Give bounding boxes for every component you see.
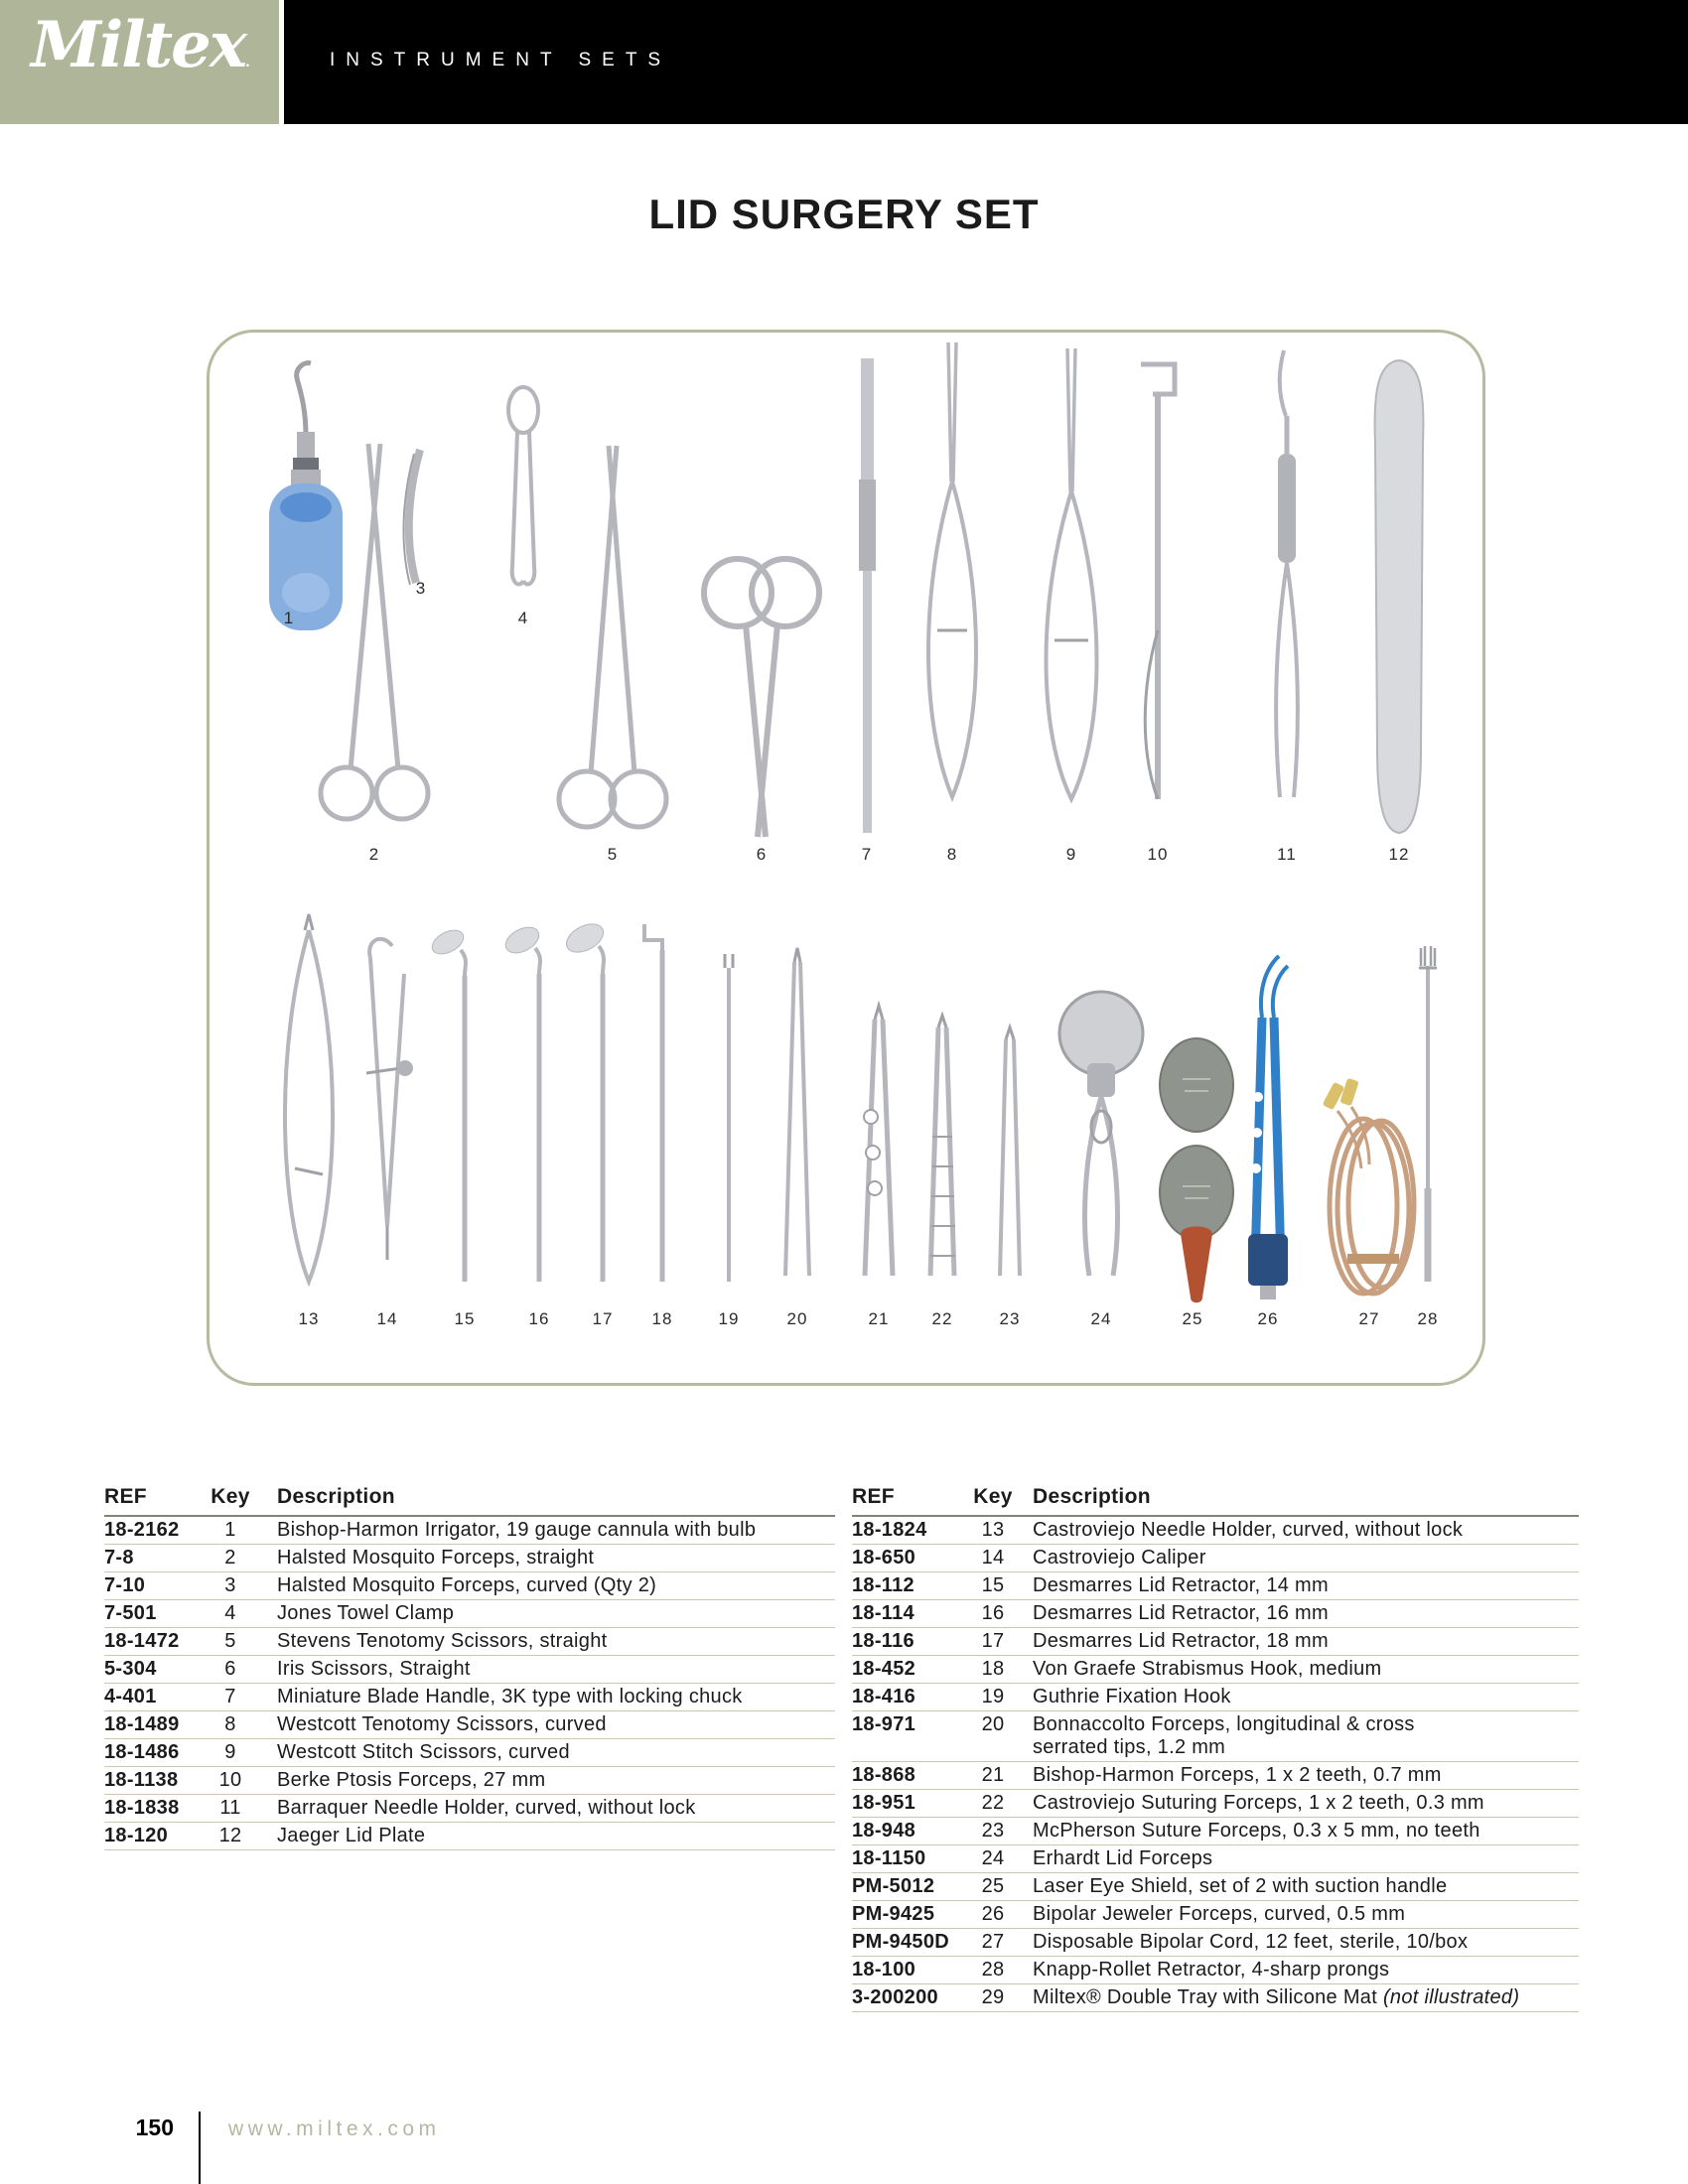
page-title: LID SURGERY SET <box>648 191 1040 237</box>
column-header-ref: REF <box>104 1485 196 1516</box>
figure-item-label-25: 25 <box>1182 1309 1203 1328</box>
table-row <box>104 1545 835 1572</box>
key-cell: 10 <box>196 1767 265 1795</box>
key-cell: 8 <box>196 1711 265 1739</box>
table-row <box>852 1684 1579 1711</box>
key-cell: 23 <box>965 1818 1021 1845</box>
figure-item-label-20: 20 <box>786 1309 808 1328</box>
brand-logo-box <box>0 0 279 124</box>
ref-cell: 18-1489 <box>104 1711 196 1739</box>
figure-item-label-11: 11 <box>1277 845 1297 864</box>
key-cell: 19 <box>965 1684 1021 1711</box>
description-cell: Desmarres Lid Retractor, 18 mm <box>1021 1628 1579 1656</box>
table-row <box>852 1984 1579 2012</box>
table-row <box>852 1628 1579 1656</box>
instrument-3-curved-forceps-jaw <box>403 450 420 585</box>
key-cell: 13 <box>965 1516 1021 1545</box>
figure-item-label-7: 7 <box>861 845 873 864</box>
figure-item-label-23: 23 <box>999 1309 1021 1328</box>
description-cell: McPherson Suture Forceps, 0.3 x 5 mm, no teeth <box>1021 1818 1579 1845</box>
table-row <box>104 1516 835 1545</box>
figure-item-label-18: 18 <box>651 1309 673 1328</box>
figure-item-label-3: 3 <box>415 579 427 598</box>
description-cell: Bishop-Harmon Irrigator, 19 gauge cannula with bulb <box>265 1516 835 1545</box>
ref-cell: 5-304 <box>104 1656 196 1684</box>
table-row <box>852 1901 1579 1929</box>
instrument-14-caliper <box>366 939 413 1260</box>
footer-divider <box>199 2112 201 2184</box>
ref-cell: 3-200200 <box>852 1984 965 2012</box>
key-cell: 21 <box>965 1762 1021 1790</box>
ref-cell: 18-1138 <box>104 1767 196 1795</box>
figure-item-label-13: 13 <box>298 1309 320 1328</box>
instrument-8-westcott-tenotomy-scissors <box>928 342 976 797</box>
instrument-7-blade-handle <box>859 358 876 833</box>
instrument-11-barraquer-needle-holder <box>1276 350 1298 797</box>
table-row <box>104 1739 835 1767</box>
key-cell: 11 <box>196 1795 265 1823</box>
table-row <box>104 1684 835 1711</box>
instrument-26-bipolar-forceps <box>1248 956 1288 1299</box>
key-cell: 5 <box>196 1628 265 1656</box>
instrument-27-bipolar-cord <box>1323 1078 1414 1294</box>
description-cell: Jaeger Lid Plate <box>265 1823 835 1850</box>
ref-cell: 18-112 <box>852 1572 965 1600</box>
figure-item-label-16: 16 <box>528 1309 550 1328</box>
description-cell: Barraquer Needle Holder, curved, without lock <box>265 1795 835 1823</box>
description-cell: Bipolar Jeweler Forceps, curved, 0.5 mm <box>1021 1901 1579 1929</box>
description-cell: Knapp-Rollet Retractor, 4-sharp prongs <box>1021 1957 1579 1984</box>
table-row <box>852 1929 1579 1957</box>
ref-cell: PM-9425 <box>852 1901 965 1929</box>
figure-item-label-28: 28 <box>1417 1309 1439 1328</box>
figure-item-label-1: 1 <box>283 609 295 627</box>
figure-item-label-27: 27 <box>1358 1309 1380 1328</box>
instrument-24-erhardt-lid-forceps <box>1059 992 1143 1276</box>
instrument-20-bonnaccolto-forceps <box>785 948 809 1276</box>
table-row <box>104 1656 835 1684</box>
key-cell: 20 <box>965 1711 1021 1762</box>
key-cell: 28 <box>965 1957 1021 1984</box>
description-cell: Halsted Mosquito Forceps, straight <box>265 1545 835 1572</box>
key-cell: 3 <box>196 1572 265 1600</box>
footer-website-url: www.miltex.com <box>228 2117 441 2140</box>
section-header-label: INSTRUMENT SETS <box>330 50 672 70</box>
ref-cell: 18-951 <box>852 1790 965 1818</box>
table-row <box>104 1795 835 1823</box>
figure-item-label-22: 22 <box>931 1309 953 1328</box>
instrument-10-berke-ptosis-forceps <box>1141 364 1175 799</box>
description-cell: Jones Towel Clamp <box>265 1600 835 1628</box>
table-row <box>852 1762 1579 1790</box>
instrument-16-desmarres-retractor <box>501 922 543 1282</box>
brand-logo-reg-mark: . <box>245 55 248 70</box>
ref-cell: 18-1472 <box>104 1628 196 1656</box>
ref-cell: 7-8 <box>104 1545 196 1572</box>
key-cell: 2 <box>196 1545 265 1572</box>
ref-cell: 18-1150 <box>852 1845 965 1873</box>
description-cell: Castroviejo Caliper <box>1021 1545 1579 1572</box>
instrument-15-desmarres-retractor <box>428 925 467 1282</box>
column-header-key: Key <box>196 1485 265 1516</box>
instrument-18-strabismus-hook <box>644 924 662 1282</box>
table-row <box>852 1873 1579 1901</box>
key-cell: 24 <box>965 1845 1021 1873</box>
key-cell: 25 <box>965 1873 1021 1901</box>
ref-cell: 18-416 <box>852 1684 965 1711</box>
ref-cell: 18-116 <box>852 1628 965 1656</box>
description-cell: Miniature Blade Handle, 3K type with locking chuck <box>265 1684 835 1711</box>
figure-item-label-24: 24 <box>1090 1309 1112 1328</box>
instrument-13-castroviejo-needle-holder <box>285 914 333 1282</box>
ref-cell: 18-2162 <box>104 1516 196 1545</box>
ref-cell: 18-650 <box>852 1545 965 1572</box>
ref-table-right <box>852 1485 1579 2012</box>
figure-item-label-15: 15 <box>454 1309 476 1328</box>
figure-item-label-2: 2 <box>368 845 380 864</box>
figure-item-label-26: 26 <box>1257 1309 1279 1328</box>
figure-item-label-9: 9 <box>1065 845 1077 864</box>
instrument-28-knapp-rollet-retractor <box>1419 946 1437 1282</box>
description-cell: Miltex® Double Tray with Silicone Mat (not illustrated) <box>1021 1984 1579 2012</box>
brand-logo-text: Miltex <box>31 8 246 82</box>
figure-item-label-8: 8 <box>946 845 958 864</box>
ref-cell: 18-120 <box>104 1823 196 1850</box>
table-row <box>104 1767 835 1795</box>
figure-item-label-12: 12 <box>1388 845 1410 864</box>
ref-cell: 18-1838 <box>104 1795 196 1823</box>
instrument-12-jaeger-lid-plate <box>1375 360 1424 833</box>
key-cell: 17 <box>965 1628 1021 1656</box>
ref-cell: 18-1824 <box>852 1516 965 1545</box>
column-header-description: Description <box>1021 1485 1579 1516</box>
ref-cell: 18-100 <box>852 1957 965 1984</box>
description-cell: Halsted Mosquito Forceps, curved (Qty 2) <box>265 1572 835 1600</box>
ref-cell: 18-868 <box>852 1762 965 1790</box>
key-cell: 29 <box>965 1984 1021 2012</box>
ref-cell: 18-948 <box>852 1818 965 1845</box>
key-cell: 18 <box>965 1656 1021 1684</box>
key-cell: 22 <box>965 1790 1021 1818</box>
description-cell: Laser Eye Shield, set of 2 with suction handle <box>1021 1873 1579 1901</box>
table-row <box>104 1711 835 1739</box>
key-cell: 14 <box>965 1545 1021 1572</box>
ref-cell: PM-9450D <box>852 1929 965 1957</box>
key-cell: 16 <box>965 1600 1021 1628</box>
footer-page-number: 150 <box>135 2115 174 2140</box>
ref-cell: 18-114 <box>852 1600 965 1628</box>
table-row <box>852 1516 1579 1545</box>
figure-item-label-17: 17 <box>592 1309 614 1328</box>
instrument-panel <box>207 330 1485 1386</box>
table-row <box>852 1818 1579 1845</box>
figure-item-label-5: 5 <box>607 845 619 864</box>
key-cell: 27 <box>965 1929 1021 1957</box>
table-header-row <box>852 1485 1579 1516</box>
table-row <box>852 1845 1579 1873</box>
description-cell: Guthrie Fixation Hook <box>1021 1684 1579 1711</box>
description-cell: Bishop-Harmon Forceps, 1 x 2 teeth, 0.7 mm <box>1021 1762 1579 1790</box>
instrument-25-laser-eye-shields <box>1160 1038 1233 1302</box>
section-header-bar <box>284 0 1688 124</box>
ref-cell: 7-501 <box>104 1600 196 1628</box>
ref-cell: 4-401 <box>104 1684 196 1711</box>
key-cell: 6 <box>196 1656 265 1684</box>
table-row <box>852 1711 1579 1762</box>
description-cell: Erhardt Lid Forceps <box>1021 1845 1579 1873</box>
key-cell: 1 <box>196 1516 265 1545</box>
ref-table-left <box>104 1485 835 1850</box>
description-cell: Westcott Stitch Scissors, curved <box>265 1739 835 1767</box>
key-cell: 9 <box>196 1739 265 1767</box>
table-row <box>104 1572 835 1600</box>
table-row <box>852 1957 1579 1984</box>
figure-item-label-10: 10 <box>1147 845 1169 864</box>
description-cell: Castroviejo Suturing Forceps, 1 x 2 teeth, 0.3 mm <box>1021 1790 1579 1818</box>
column-header-ref: REF <box>852 1485 965 1516</box>
table-row <box>852 1656 1579 1684</box>
description-cell: Berke Ptosis Forceps, 27 mm <box>265 1767 835 1795</box>
ref-cell: 18-452 <box>852 1656 965 1684</box>
figure-item-label-4: 4 <box>517 609 529 627</box>
instrument-1-irrigator <box>269 363 343 630</box>
column-header-description: Description <box>265 1485 835 1516</box>
key-cell: 12 <box>196 1823 265 1850</box>
table-row <box>852 1790 1579 1818</box>
description-cell: Desmarres Lid Retractor, 16 mm <box>1021 1600 1579 1628</box>
instrument-21-bishop-harmon-forceps <box>864 1006 893 1276</box>
table-row <box>104 1628 835 1656</box>
description-cell: Westcott Tenotomy Scissors, curved <box>265 1711 835 1739</box>
description-note: (not illustrated) <box>1382 1986 1520 2008</box>
table-row <box>852 1600 1579 1628</box>
ref-cell: 7-10 <box>104 1572 196 1600</box>
table-row <box>852 1545 1579 1572</box>
description-cell: Stevens Tenotomy Scissors, straight <box>265 1628 835 1656</box>
description-cell: Desmarres Lid Retractor, 14 mm <box>1021 1572 1579 1600</box>
instrument-9-westcott-stitch-scissors <box>1047 348 1097 799</box>
instrument-23-mcpherson-forceps <box>1000 1027 1020 1276</box>
figure-item-label-6: 6 <box>756 845 768 864</box>
ref-cell: 18-1486 <box>104 1739 196 1767</box>
key-cell: 7 <box>196 1684 265 1711</box>
description-cell: Von Graefe Strabismus Hook, medium <box>1021 1656 1579 1684</box>
instrument-22-castroviejo-suturing-forceps <box>930 1016 955 1276</box>
key-cell: 4 <box>196 1600 265 1628</box>
figure-item-label-21: 21 <box>868 1309 890 1328</box>
instrument-17-desmarres-retractor <box>562 918 609 1282</box>
column-header-key: Key <box>965 1485 1021 1516</box>
brand-logo <box>0 8 279 82</box>
ref-cell: PM-5012 <box>852 1873 965 1901</box>
description-cell: Iris Scissors, Straight <box>265 1656 835 1684</box>
figure-item-label-19: 19 <box>718 1309 740 1328</box>
instrument-4-towel-clamp <box>508 387 538 585</box>
table-row <box>852 1572 1579 1600</box>
instrument-19-fixation-hook <box>725 954 733 1282</box>
description-cell: Disposable Bipolar Cord, 12 feet, sterile, 10/box <box>1021 1929 1579 1957</box>
key-cell: 26 <box>965 1901 1021 1929</box>
instrument-6-iris-scissors <box>704 559 819 837</box>
table-row <box>104 1600 835 1628</box>
key-cell: 15 <box>965 1572 1021 1600</box>
table-header-row <box>104 1485 835 1516</box>
description-cell: Bonnaccolto Forceps, longitudinal & cross serrated tips, 1.2 mm <box>1021 1711 1579 1762</box>
table-row <box>104 1823 835 1850</box>
description-cell: Castroviejo Needle Holder, curved, without lock <box>1021 1516 1579 1545</box>
ref-cell: 18-971 <box>852 1711 965 1762</box>
instrument-5-tenotomy-scissors <box>559 446 666 827</box>
figure-item-label-14: 14 <box>376 1309 398 1328</box>
